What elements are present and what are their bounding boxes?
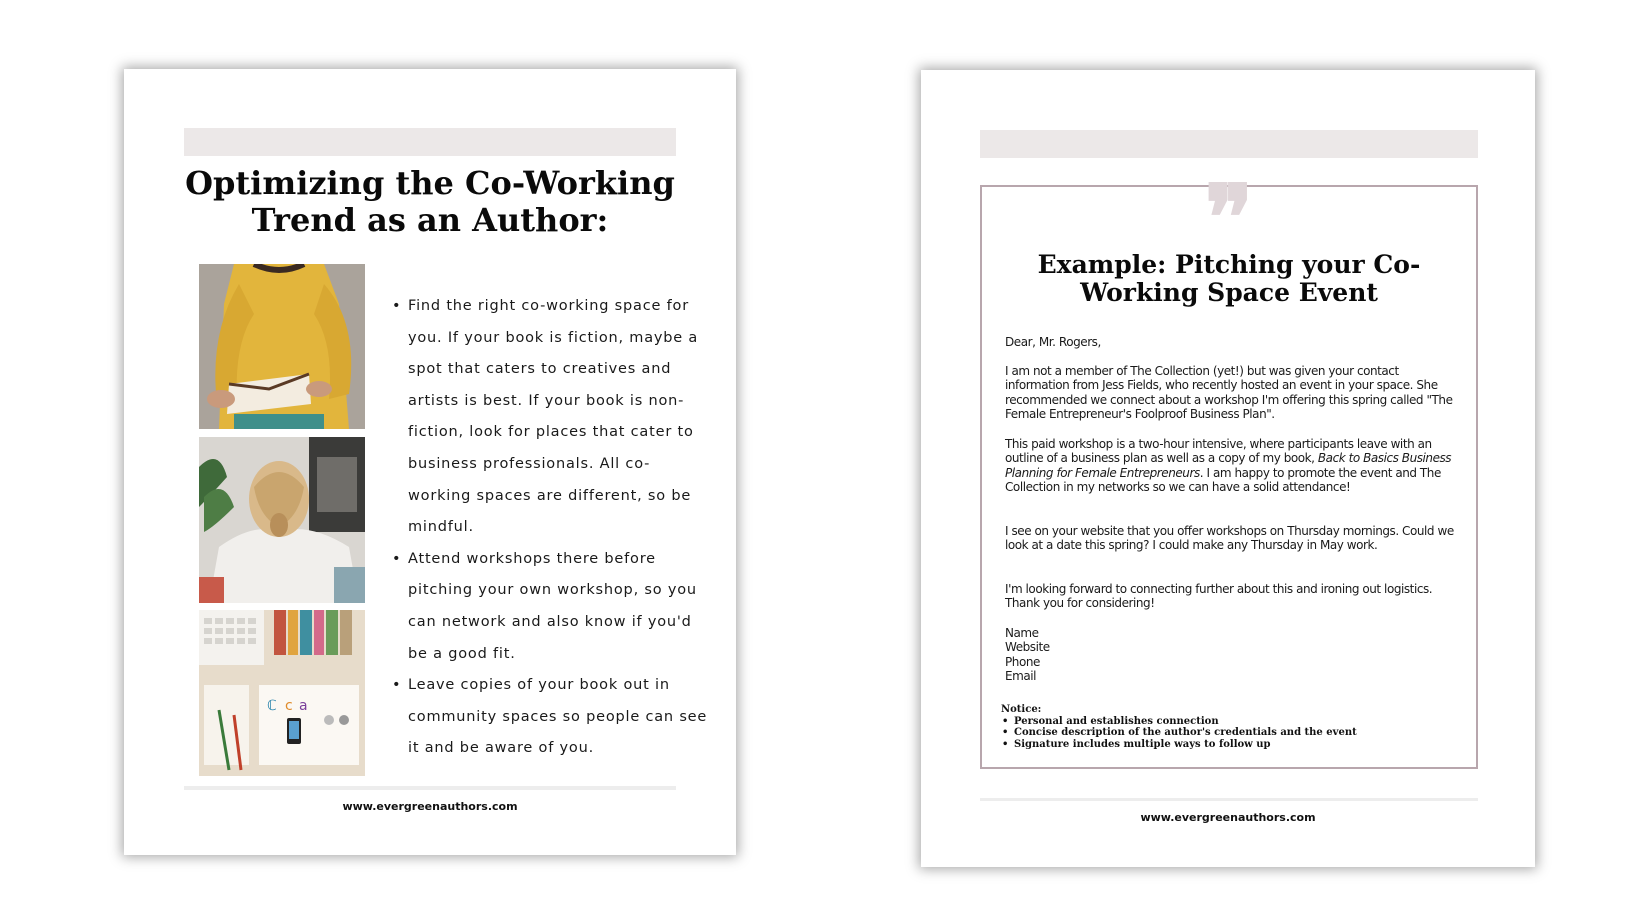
header-band	[980, 130, 1478, 158]
page-title	[124, 165, 736, 239]
tip-item: • Attend workshops there before pitching your own workshop, so you can network and also know if you'd be a good fit.	[392, 544, 712, 670]
signature-email: Email	[1005, 669, 1037, 684]
title-line-1: Example: Pitching your Co-	[1037, 250, 1421, 279]
letter-greeting: Dear, Mr. Rogers,	[1005, 335, 1101, 349]
letter-paragraph-2	[1005, 437, 1465, 495]
notice-heading: Notice:	[1001, 704, 1042, 715]
letter-paragraph-1: I am not a member of The Collection (yet!) but was given your contact information from Jess Fields, who recently hosted an event in your space. She recommended we connect about a workshop I'm offering this spring called "The Female Entrepreneur's Foolproof Business Plan".	[1005, 364, 1453, 422]
footer-divider	[184, 786, 676, 790]
para-2-end: . I am happy to promote the event and The Collection in my networks so we can have a solid attendance!	[1005, 465, 1441, 495]
left-page	[124, 69, 736, 855]
svg-text:ℂ: ℂ	[267, 698, 277, 714]
quote-icon: ❞	[1204, 165, 1254, 271]
signature-phone: Phone	[1005, 654, 1040, 669]
woman-at-desk-photo	[199, 437, 365, 603]
svg-text:a: a	[299, 698, 308, 714]
title-line-2: Trend as an Author:	[251, 201, 609, 239]
letter-paragraph-3: I see on your website that you offer workshops on Thursday mornings. Could we look at a date this spring? I could make any Thursday in May work.	[1005, 524, 1454, 553]
footer-url: www.evergreenauthors.com	[342, 800, 518, 813]
letter-signature	[1005, 626, 1465, 684]
title-line-2: Working Space Event	[1080, 278, 1378, 307]
signature-name: Name	[1005, 626, 1039, 640]
para-2-start: This paid workshop is a two-hour intensive, where participants leave with an outline of a business plan as well as a copy of my book,	[1005, 437, 1432, 466]
tip-item: • Leave copies of your book out in community spaces so people can see it and be aware of you.	[392, 670, 712, 765]
notice-box	[1001, 704, 1471, 750]
book-title: Back to Basics Business Planning for Female Entrepreneurs	[1005, 451, 1452, 480]
desk-flatlay-photo	[199, 610, 365, 776]
example-letter-frame	[980, 165, 1478, 769]
woman-reading-book-photo	[199, 264, 365, 429]
title-line-1: Optimizing the Co-Working	[185, 164, 675, 202]
signature-website: Website	[1005, 640, 1050, 655]
tip-item: • Find the right co-working space for you. If your book is fiction, maybe a spot that caters to creatives and artists is best. If your book is non-fiction, look for places that cater to business professionals. All co-working spaces are different, so be mindful.	[392, 291, 712, 544]
letter-paragraph-4: I'm looking forward to connecting further about this and ironing out logistics. Thank you for considering!	[1005, 582, 1433, 611]
tips-list	[392, 291, 712, 765]
notice-item: • Personal and establishes connection	[1001, 716, 1471, 728]
right-page	[921, 70, 1535, 867]
header-band	[184, 128, 676, 156]
notice-item: • Concise description of the author's credentials and the event	[1001, 727, 1471, 739]
notice-list	[1001, 716, 1471, 751]
footer-divider	[980, 798, 1478, 801]
example-title	[982, 251, 1476, 307]
notice-item: • Signature includes multiple ways to follow up	[1001, 739, 1471, 751]
svg-text:c: c	[285, 698, 293, 714]
footer-url: www.evergreenauthors.com	[1140, 811, 1316, 824]
